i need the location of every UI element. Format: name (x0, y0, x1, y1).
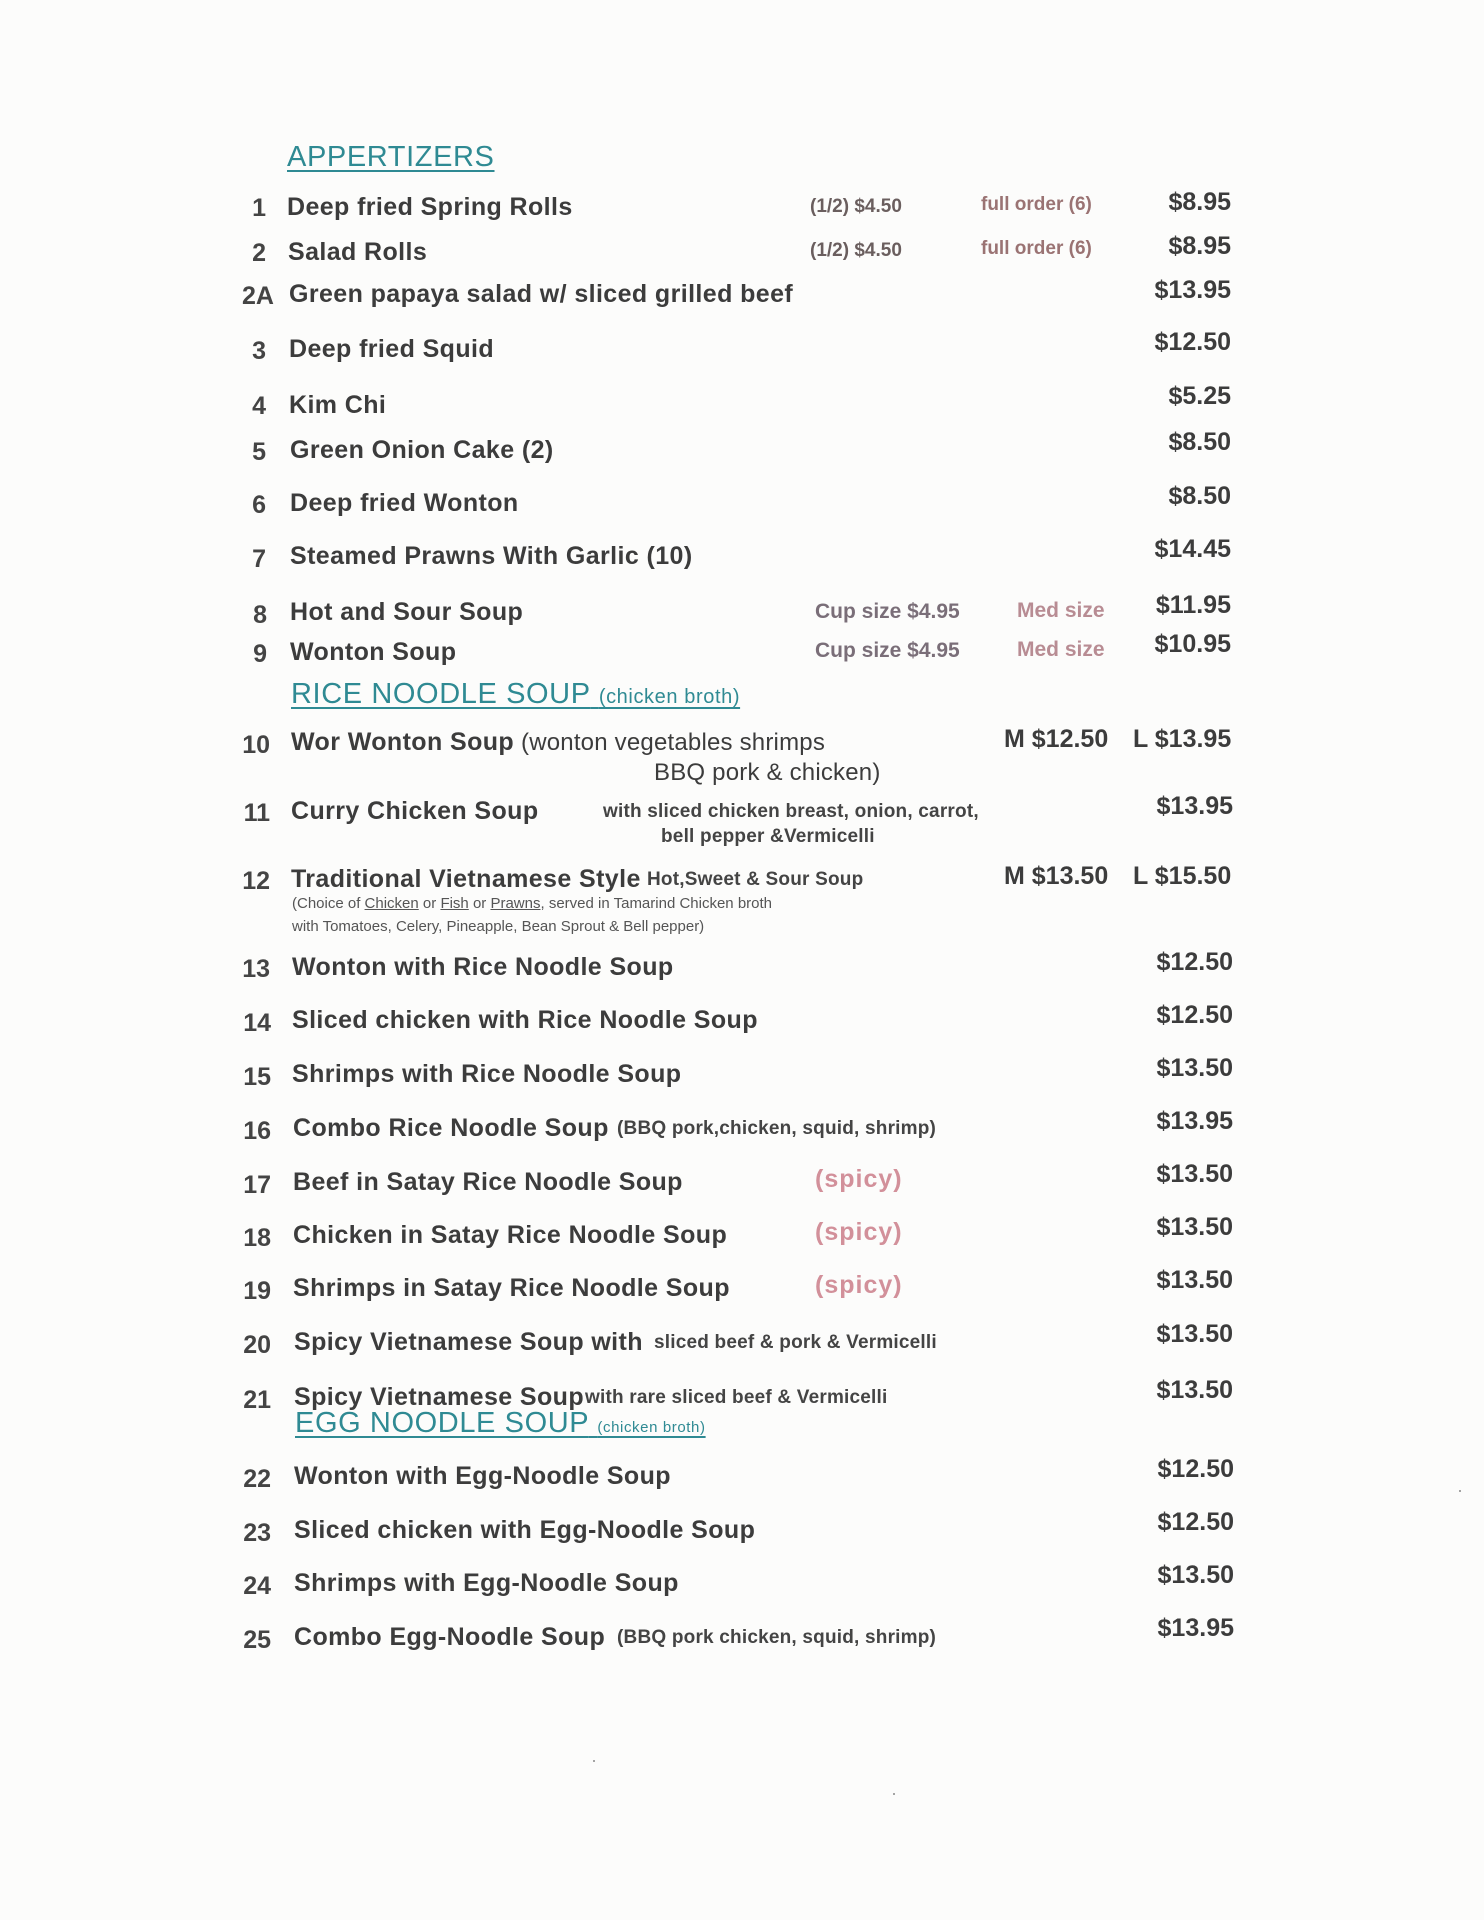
item-name: Shrimps with Egg-Noodle Soup (294, 1569, 679, 1597)
section-title: EGG NOODLE SOUP (295, 1407, 589, 1439)
item-price: $13.50 (1156, 1266, 1233, 1294)
item-detail: (BBQ pork chicken, squid, shrimp) (617, 1627, 937, 1648)
item-price: $13.50 (1156, 1320, 1233, 1348)
item-price: $13.95 (1157, 1614, 1234, 1642)
item-name: Sliced chicken with Egg-Noodle Soup (294, 1516, 756, 1544)
note-choice-prawns: Prawns (490, 895, 541, 912)
item-name: Combo Rice Noodle Soup (293, 1114, 609, 1142)
item-name: Deep fried Spring Rolls (287, 193, 573, 221)
item-number: 4 (252, 392, 266, 420)
item-detail: with sliced chicken breast, onion, carrot, (603, 801, 979, 822)
item-cup-size-price: Cup size $4.95 (815, 600, 960, 623)
section-subtitle: (chicken broth) (598, 686, 741, 708)
item-number: 5 (252, 438, 266, 466)
item-number: 3 (252, 337, 266, 365)
item-price: $5.25 (1168, 382, 1231, 410)
item-price: $10.95 (1154, 630, 1231, 658)
item-number: 25 (243, 1626, 271, 1654)
item-number: 22 (243, 1465, 271, 1493)
item-number: 13 (242, 955, 270, 983)
note-choice-fish: Fish (440, 895, 469, 912)
item-price: $8.50 (1168, 482, 1231, 510)
item-name: Steamed Prawns With Garlic (10) (290, 542, 693, 570)
item-name: Sliced chicken with Rice Noodle Soup (292, 1006, 758, 1034)
item-detail: Hot,Sweet & Sour Soup (647, 869, 864, 890)
item-price: $12.50 (1157, 1508, 1234, 1536)
item-name: Green papaya salad w/ sliced grilled beef (289, 280, 794, 308)
section-title-rice-noodle-soup (291, 678, 740, 711)
item-detail: (BBQ pork,chicken, squid, shrimp) (617, 1118, 937, 1139)
scan-speck (1459, 1490, 1461, 1492)
section-title: RICE NOODLE SOUP (291, 678, 591, 710)
item-price: $13.95 (1156, 792, 1233, 820)
item-number: 16 (243, 1117, 271, 1145)
item-number: 7 (252, 545, 266, 573)
item-price: $14.45 (1154, 535, 1231, 563)
note-text: or (468, 895, 491, 912)
item-name: Spicy Vietnamese Soup (294, 1383, 584, 1411)
note-text: , served in Tamarind Chicken broth (540, 895, 773, 912)
item-number: 20 (243, 1331, 271, 1359)
item-price: $12.50 (1156, 948, 1233, 976)
item-number: 21 (243, 1386, 271, 1414)
item-detail-line-2: bell pepper &Vermicelli (661, 826, 875, 847)
item-detail: (wonton vegetables shrimps (521, 729, 826, 756)
item-name: Wor Wonton Soup (291, 728, 515, 756)
item-name: Green Onion Cake (2) (290, 436, 554, 464)
item-number: 2A (242, 282, 274, 310)
item-name: Wonton with Rice Noodle Soup (292, 953, 674, 981)
item-number: 2 (252, 239, 266, 267)
scan-speck (593, 1760, 595, 1762)
section-title-appetizers: APPERTIZERS (287, 141, 495, 173)
item-spicy-label: (spicy) (815, 1165, 903, 1193)
item-price: $13.95 (1154, 276, 1231, 304)
item-half-order-price: (1/2) $4.50 (810, 196, 902, 217)
item-detail: sliced beef & pork & Vermicelli (654, 1332, 937, 1353)
item-number: 23 (243, 1519, 271, 1547)
item-price: $13.95 (1156, 1107, 1233, 1135)
item-medium-price: M $12.50 (1004, 725, 1109, 753)
item-price: $8.95 (1168, 232, 1231, 260)
item-med-size-label: Med size (1017, 599, 1105, 622)
item-note-line-2: with Tomatoes, Celery, Pineapple, Bean Sprout & Bell pepper) (292, 918, 705, 935)
item-name: Traditional Vietnamese Style (291, 865, 641, 893)
item-name: Deep fried Squid (289, 335, 495, 363)
item-name: Wonton Soup (290, 638, 457, 666)
item-full-order-label: full order (6) (981, 238, 1092, 259)
item-name: Shrimps in Satay Rice Noodle Soup (293, 1274, 730, 1302)
item-number: 9 (253, 640, 267, 668)
note-text: or (418, 895, 441, 912)
item-number: 18 (243, 1224, 271, 1252)
item-full-order-label: full order (6) (981, 194, 1092, 215)
item-number: 11 (243, 799, 270, 827)
item-med-size-label: Med size (1017, 638, 1105, 661)
item-price: $11.95 (1155, 591, 1231, 619)
item-number: 6 (252, 491, 266, 519)
item-name: Wonton with Egg-Noodle Soup (294, 1462, 671, 1490)
item-number: 12 (242, 867, 270, 895)
item-number: 19 (243, 1277, 271, 1305)
item-price: $12.50 (1157, 1455, 1234, 1483)
item-note-line-1 (292, 892, 772, 915)
item-spicy-label: (spicy) (815, 1218, 903, 1246)
item-name: Spicy Vietnamese Soup with (294, 1328, 643, 1356)
item-name: Chicken in Satay Rice Noodle Soup (293, 1221, 728, 1249)
item-price: $13.50 (1156, 1160, 1233, 1188)
item-name: Hot and Sour Soup (290, 598, 524, 626)
item-note (292, 892, 772, 938)
item-number: 17 (243, 1171, 271, 1199)
item-number: 1 (252, 194, 266, 222)
item-price: $13.50 (1157, 1561, 1234, 1589)
item-detail: with rare sliced beef & Vermicelli (585, 1387, 888, 1408)
item-cup-size-price: Cup size $4.95 (815, 639, 960, 662)
item-name: Salad Rolls (288, 238, 428, 266)
item-price: $8.95 (1168, 188, 1231, 216)
item-large-price: L $13.95 (1133, 725, 1232, 753)
item-number: 10 (242, 731, 270, 759)
item-price: $13.50 (1156, 1054, 1233, 1082)
note-text: (Choice of (292, 895, 365, 912)
item-number: 15 (243, 1063, 271, 1091)
item-number: 24 (243, 1572, 271, 1600)
scan-speck (893, 1793, 895, 1795)
section-subtitle: (chicken broth) (597, 1419, 706, 1436)
item-price: $12.50 (1156, 1001, 1233, 1029)
item-price: $8.50 (1168, 428, 1231, 456)
item-name: Curry Chicken Soup (291, 797, 539, 825)
item-name: Deep fried Wonton (290, 489, 519, 517)
item-large-price: L $15.50 (1133, 862, 1232, 890)
item-name: Combo Egg-Noodle Soup (294, 1623, 606, 1651)
note-choice-chicken: Chicken (364, 895, 419, 912)
item-detail-line-2: BBQ pork & chicken) (654, 759, 881, 786)
item-number: 8 (253, 601, 267, 629)
item-half-order-price: (1/2) $4.50 (810, 240, 902, 261)
item-name: Beef in Satay Rice Noodle Soup (293, 1168, 683, 1196)
item-medium-price: M $13.50 (1004, 862, 1109, 890)
item-price: $12.50 (1154, 328, 1231, 356)
item-spicy-label: (spicy) (815, 1271, 903, 1299)
item-price: $13.50 (1156, 1376, 1233, 1404)
item-name: Shrimps with Rice Noodle Soup (292, 1060, 682, 1088)
item-price: $13.50 (1156, 1213, 1233, 1241)
item-number: 14 (243, 1009, 271, 1037)
item-name: Kim Chi (289, 391, 387, 419)
